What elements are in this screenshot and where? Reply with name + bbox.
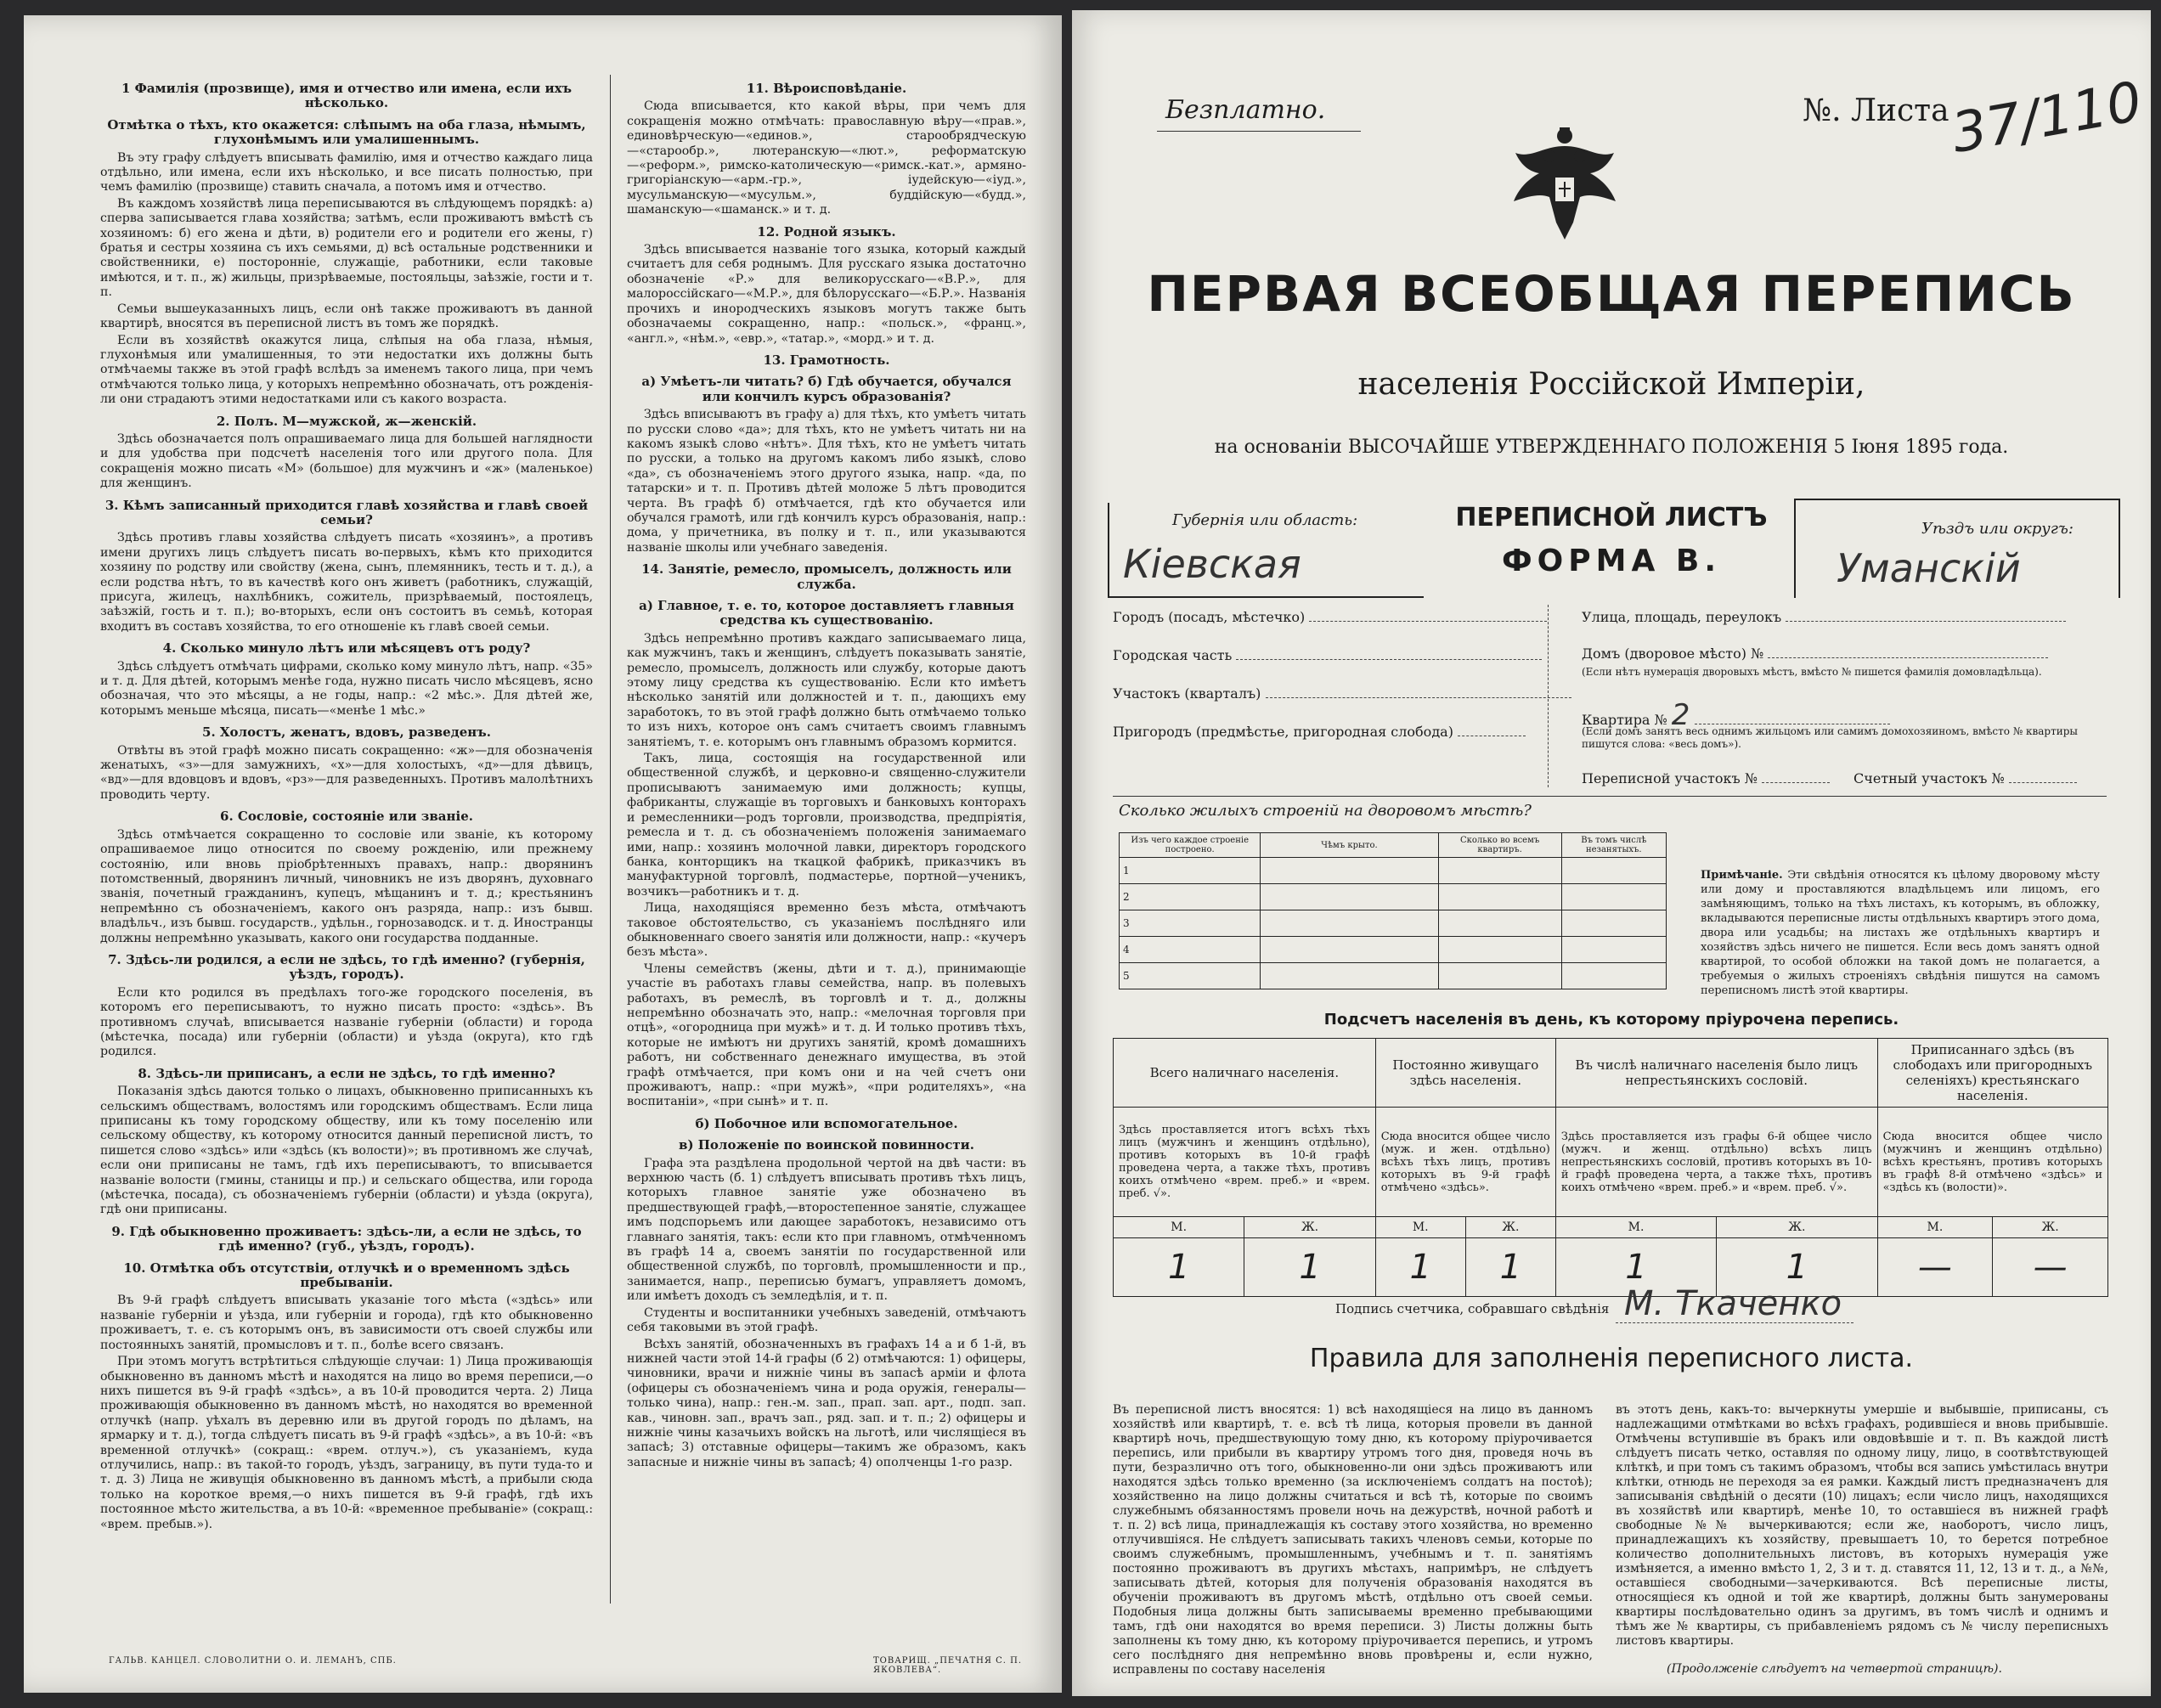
instruction-paragraph: Здѣсь противъ главы хозяйства слѣдуетъ писать «хозяинъ», а противъ имени другихъ лицъ слѣдуетъ писать во-первыхъ, кѣмъ кто приходится хозяину по родству или свойству (жена, сынъ, племянникъ, тесть и т. д.), а если родства нѣтъ, то въ качествѣ кого онъ живетъ (работникъ, служащій, присуга, жилецъ, нахлѣбникъ, сожитель, призрѣваемый, постоялецъ, заѣзжій, гость и т. п.); во-вторыхъ, если онъ состоитъ въ семьѣ, которая входитъ въ составъ хозяйства, то его отношеніе къ главѣ своей семьи. xyxy=(100,531,593,634)
instruction-heading: 4. Сколько минуло лѣтъ или мѣсяцевъ отъ роду? xyxy=(162,640,531,657)
building-cell xyxy=(1261,910,1438,937)
building-cell xyxy=(1438,858,1561,884)
population-tally-table xyxy=(1113,1038,2108,1297)
building-cell xyxy=(1261,884,1438,910)
building-cell xyxy=(1438,937,1561,963)
building-cell xyxy=(1261,963,1438,989)
instruction-paragraph: Въ каждомъ хозяйствѣ лица переписываются въ слѣдующемъ порядкѣ: а) сперва записывается глава хозяйства; затѣмъ, если проживаютъ вмѣстѣ съ хозяиномъ: б) его жена и дѣти, в) родители его и родители его жены, г) братья и сестры хозяина съ ихъ семьями, д) всѣ остальные родственники и свойственники, е) посторонніе, служащіе, работники, если таковые имѣются, и т. п., ж) жильцы, призрѣваемые, постояльцы, заѣзжіе, гости и т. п. xyxy=(100,196,593,300)
instruction-heading: 13. Грамотность. xyxy=(763,352,890,368)
rules-continuation: (Продолженіе слѣдуетъ на четвертой страницѣ). xyxy=(1667,1662,2002,1676)
signature-line xyxy=(1616,1322,1853,1323)
building-row-number: 1 xyxy=(1120,858,1261,884)
tally-description: Здѣсь проставляется изъ графы 6-й общее число (мужч. и женщ. отдѣльно) всѣхъ лицъ непрестьянскихъ сословій, противъ которыхъ въ 10-й графѣ проведена черта, а также тѣхъ, противъ коихъ отмѣчено «врем. преб.» и «врем. преб. √». xyxy=(1555,1108,1877,1217)
building-row xyxy=(1120,884,1667,910)
apartment-handwritten: 2 xyxy=(1671,698,1690,732)
instruction-paragraph: Семьи вышеуказанныхъ лицъ, если онѣ также проживаютъ въ данной квартирѣ, вносятся въ переписной листъ въ томъ же порядкѣ. xyxy=(100,302,593,331)
tally-value-handwritten: 1 xyxy=(1717,1238,1877,1297)
instruction-paragraph: Здѣсь вписывается названіе того языка, который каждый считаетъ для себя роднымъ. Для русскаго языка достаточно обозначеніе «Р.» для великорусскаго—«В.Р.», для малороссійскаго—«М.Р.», для бѣлорусскаго—«Б.Р.». Названія прочихъ и инородческихъ языковъ могутъ также быть обозначаемы сокращенно, напр.: «польск.», «франц.», «англ.», «нѣм.», «евр.», «татар.», «морд.» и т. д. xyxy=(627,243,1026,346)
field-house-note: (Если нѣтъ нумерація дворовыхъ мѣстъ, вмѣсто № пишется фамилія домовладѣльца). xyxy=(1582,666,2042,678)
instruction-paragraph: Въ 9-й графѣ слѣдуетъ вписывать указаніе того мѣста («здѣсь» или названіе губерніи и уѣзда, или губерніи и города), гдѣ кто обыкновенно проживаетъ, т. е. съ которымъ онъ, въ зависимости отъ своей службы или постоянныхъ занятій, промысловъ и т. п., болѣе всего связанъ. xyxy=(100,1294,593,1352)
instruction-heading: 12. Родной языкъ. xyxy=(757,223,896,240)
building-cell xyxy=(1438,884,1561,910)
tally-male-header: М. xyxy=(1877,1217,1993,1238)
instruction-paragraph: Члены семействъ (жены, дѣти и т. д.), принимающіе участіе въ работахъ главы семейства, напр. въ полевыхъ работахъ, въ ремеслѣ, въ торговлѣ и т. д., должны непремѣнно обозначать это, напр.: «мелочная торговля при отцѣ», «огородница при мужѣ» и т. д. И только противъ тѣхъ, которые не имѣютъ ни другихъ занятій, кромѣ домашнихъ работъ, ни собственнаго денежнаго имущества, въ этой графѣ отмѣчается, при комъ они и на чей счетъ они проживаютъ, напр.: «при мужѣ», «при родителяхъ», «на воспитаніи», «при сынѣ» и т. п. xyxy=(627,961,1026,1109)
instruction-heading: 1 Фамилія (прозвище), имя и отчество или имена, если ихъ нѣсколько. xyxy=(121,81,573,111)
instruction-paragraph: Здѣсь обозначается полъ опрашиваемаго лица для большей наглядности и для удобства при подсчетѣ населенія того или другого пола. Для сокращенія можно писать «М» (большое) для мужчинъ и «ж» (маленькое) для женщинъ. xyxy=(100,431,593,491)
building-row xyxy=(1120,858,1667,884)
field-street: Улица, площадь, переулокъ xyxy=(1582,609,2066,625)
instruction-heading: 6. Сословіе, состояніе или званіе. xyxy=(220,809,473,825)
sheet-number-handwritten: 37/110 xyxy=(1947,70,2147,166)
building-cell xyxy=(1561,937,1666,963)
instruction-paragraph: Въ эту графу слѣдуетъ вписывать фамилію, имя и отчество каждаго лица отдѣльно, или имена, если ихъ нѣсколько, и все писать полностью, при чемъ фамилію (прозвище) ставить сначала, а потомъ имя и отчество. xyxy=(100,150,593,194)
signature-handwritten: М. Ткаченко xyxy=(1624,1284,1842,1323)
printer-footer-right: ТОВАРИЩ. „ПЕЧАТНЯ С. П. ЯКОВЛЕВА“. xyxy=(873,1656,1023,1675)
tally-value-handwritten: — xyxy=(1877,1238,1993,1297)
building-row xyxy=(1120,910,1667,937)
instruction-heading: 10. Отмѣтка объ отсутствіи, отлучкѣ и о временномъ здѣсь пребываніи. xyxy=(123,1260,570,1291)
column-divider xyxy=(610,75,611,1604)
tally-value-handwritten: 1 xyxy=(1114,1238,1244,1297)
bld-header-apartments: Сколько во всемъ квартиръ. xyxy=(1438,833,1561,858)
tally-title: Подсчетъ населенія въ день, къ которому пріурочена перепись. xyxy=(1323,1011,1899,1029)
note-text: Эти свѣдѣнія относятся къ цѣлому дворовому мѣсту или дому и проставляются владѣльцемъ или лицомъ, его замѣняющимъ, только на тѣхъ листахъ, къ которымъ, въ обложку, вкладываются переписные листы отдѣльныхъ квартиръ этого дома, двора или усадьбы; на листахъ же отдѣльныхъ квартиръ и хозяйствъ здѣсь ничего не пишется. Если весь домъ занятъ одной квартирой, то особой обложки на такой домъ не полагается, а требуемыя о жилыхъ строеніяхъ свѣдѣнія пишутся на самомъ переписномъ листѣ этой квартиры. xyxy=(1701,869,2100,997)
instruction-paragraph: Сюда вписывается, кто какой вѣры, при чемъ для сокращенія можно отмѣчать: православную вѣру—«прав.», единовѣрческую—«единов.», старообрядческую—«старообр.», лютеранскую—«лют.», реформатскую—«реформ.», римско-католическую—«римск.-кат.», армяно-григоріанскую—«арм.-гр.», іудейскую—«іуд.», мусульманскую—«мусульм.», буддійскую—«будд.», шаманскую—«шаманск.» и т. д. xyxy=(627,99,1026,217)
free-label: Безплатно. xyxy=(1165,95,1326,125)
building-row xyxy=(1120,963,1667,989)
tally-value-handwritten: — xyxy=(1993,1238,2108,1297)
instruction-paragraph: Если въ хозяйствѣ окажутся лица, слѣпыя на оба глаза, нѣмыя, глухонѣмыя или умалишенныя, то эти недостатки ихъ должны быть отмѣчаемы также въ этой графѣ вслѣдъ за именемъ такого лица, при чемъ отмѣчаются только лица, у которыхъ непремѣнно обозначать, отъ рожденія-ли они страдаютъ этими недостатками или съ какого возраста. xyxy=(100,333,593,407)
form-letter: ФОРМА В. xyxy=(1501,544,1722,578)
signature-label: Подпись счетчика, собравшаго свѣдѣнія xyxy=(1335,1301,1610,1316)
instruction-paragraph: Здѣсь непремѣнно противъ каждаго записываемаго лица, как мужчинъ, такъ и женщинъ, слѣдуетъ показывать занятіе, ремесло, промыселъ, должность или службу, которые даютъ этому лицу средства къ существованію. Если кто имѣетъ нѣсколько занятій или должностей и т. п., дающихъ ему заработокъ, то въ этой графѣ должно быть отмѣчаемо только то изъ нихъ, которое онъ самъ считаетъ своимъ главнымъ занятіемъ, т. е. которымъ онъ главнымъ образомъ кормится. xyxy=(627,631,1026,749)
tally-description: Здѣсь проставляется итогъ всѣхъ тѣхъ лицъ (мужчинъ и женщинъ отдѣльно), противъ которыхъ въ 10-й графѣ проведена черта, а также тѣхъ, противъ коихъ отмѣчено «врем. преб.» и «врем. преб. √». xyxy=(1114,1108,1376,1217)
instruction-paragraph: Здѣсь вписываютъ въ графу а) для тѣхъ, кто умѣетъ читать по русски слово «да»; для тѣхъ, кто не умѣетъ читать ни на какомъ языкѣ слово «нѣтъ». Для тѣхъ, кто не умѣетъ читать по русски, а только на другомъ какомъ либо языкѣ, слово «да», съ обозначеніемъ этого другого языка, напр. «да, по татарски» и т. п. Противъ дѣтей моложе 5 лѣтъ проводится черта. Въ графѣ б) отмѣчается, гдѣ кто обучается или обучался грамотѣ, или гдѣ кончилъ курсъ образованія, напр.: дома, у причетника, въ полку и т. п., или указываются названіе школы или учебнаго заведенія. xyxy=(627,408,1026,555)
tally-value-handwritten: 1 xyxy=(1555,1238,1716,1297)
tally-header: Всего наличнаго населенія. xyxy=(1114,1039,1376,1108)
building-cell xyxy=(1261,937,1438,963)
tally-female-header: Ж. xyxy=(1993,1217,2108,1238)
note-title: Примѣчаніе. xyxy=(1701,869,1783,882)
instructions-column-1 xyxy=(100,75,593,1629)
legal-basis: на основаніи ВЫСОЧАЙШЕ УТВЕРЖДЕННАГО ПОЛОЖЕНІЯ 5 Іюня 1895 года. xyxy=(1214,437,2009,458)
province-handwritten: Кіевская xyxy=(1123,541,1301,587)
tally-description: Сюда вносится общее число (муж. и жен. отдѣльно) всѣхъ тѣхъ лицъ, противъ которыхъ въ 9-й графѣ отмѣчено «здѣсь». xyxy=(1375,1108,1555,1217)
tally-male-header: М. xyxy=(1114,1217,1244,1238)
instruction-paragraph: Студенты и воспитанники учебныхъ заведеній, отмѣчаютъ себя таковыми въ этой графѣ. xyxy=(627,1305,1026,1335)
form-title: ПЕРЕПИСНОЙ ЛИСТЪ xyxy=(1455,503,1768,533)
building-row-number: 2 xyxy=(1120,884,1261,910)
tally-female-header: Ж. xyxy=(1465,1217,1555,1238)
field-house: Домъ (дворовое мѣсто) № xyxy=(1582,645,2048,662)
building-cell xyxy=(1438,963,1561,989)
instruction-paragraph: Отвѣты въ этой графѣ можно писать сокращенно: «ж»—для обозначенія женатыхъ, «з»—для замужнихъ, «х»—для холостыхъ, «д»—для дѣвицъ, «вд»—для вдовцовъ и вдовъ, «рз»—для разведенныхъ. Противъ малолѣтнихъ проводить черту. xyxy=(100,743,593,802)
instruction-heading: 2. Полъ. М—мужской, ж—женскій. xyxy=(216,413,477,429)
buildings-table xyxy=(1119,832,1667,989)
province-label: Губернія или область: xyxy=(1172,511,1358,529)
double-headed-eagle-icon xyxy=(1505,121,1624,248)
tally-description: Сюда вносится общее число (мужчинъ и женщинъ отдѣльно) всѣхъ крестьянъ, противъ которыхъ въ графѣ 8-й отмѣчено «здѣсь» и «здѣсь къ (волости)». xyxy=(1877,1108,2107,1217)
instruction-heading: 9. Гдѣ обыкновенно проживаетъ: здѣсь-ли, а если не здѣсь, то гдѣ именно? (губ., уѣздъ, городъ). xyxy=(111,1223,582,1254)
rules-title: Правила для заполненія переписного листа. xyxy=(1309,1344,1914,1373)
free-underline xyxy=(1157,131,1361,132)
page-subtitle: населенія Россійской Имперіи, xyxy=(1357,367,1865,402)
instruction-heading: 5. Холостъ, женатъ, вдовъ, разведенъ. xyxy=(202,724,491,741)
right-page xyxy=(1072,10,2151,1696)
district-handwritten: Уманскій xyxy=(1837,545,2021,591)
bld-header-vacant: Въ томъ числѣ незанятыхъ. xyxy=(1561,833,1666,858)
field-census-section: Переписной участокъ № xyxy=(1582,770,1830,786)
instruction-heading: 8. Здѣсь-ли приписанъ, а если не здѣсь, то гдѣ именно? xyxy=(138,1065,556,1081)
rules-column-2: въ этотъ день, какъ-то: вычеркнуты умершіе и выбывшіе, приписаны, съ надлежащими отмѣтками во всѣхъ графахъ, родившіеся и вновь прибывшіе. Отмѣчены вступившіе въ бракъ или овдовѣвшіе и т. п. Въ каждой листѣ слѣдуетъ писать четко, оставляя по одному лицу, лицо, в соотвѣтствующей клѣткѣ, и при томъ съ такимъ образомъ, чтобы вся запись умѣстилась внутри клѣтки, отнюдь не переходя за ея рамки. Каждый листъ предназначенъ для записыванія свѣдѣній о десяти (10) лицахъ; если число лицъ, находящихся въ хозяйствѣ или квартирѣ, менѣе 10, то оставшіеся въ нижней графѣ свободные №№ вычеркиваются; если же, наоборотъ, число лицъ, принадлежащихъ къ хозяйству, превышаетъ 10, то берется потребное количество дополнительныхъ листовъ, въ которыхъ нумерація уже измѣняется, а именно вмѣсто 1, 2, 3 и т. д. ставятся 11, 12, 13 и т. д., а №№, оставшіеся свободными—зачеркиваются. Всѣ переписные листы, относящіеся къ одной и той же квартирѣ, должны быть занумерованы квартиры послѣдовательно одинъ за другимъ, въ томъ числѣ и однимъ и тѣмъ же № квартиры, съ прибавленіемъ рядомъ съ № числу переписныхъ листовъ квартиры. xyxy=(1616,1403,2108,1648)
instruction-paragraph: Показанія здѣсь даются только о лицахъ, обыкновенно приписанныхъ къ сельскимъ обществамъ, волостямъ или городскимъ обществамъ. Если лица приписаны къ тому городскому обществу, или къ тому поселенію или сельскому обществу, къ которому относится данный переписной листъ, то пишется слово «здѣсь» или «здѣсь (къ волости)»; въ противномъ же случаѣ, если они приписаны не тамъ, гдѣ ихъ переписываютъ, то вписывается названіе волости (гмины, станицы и пр.) и сельскаго общества, или города (мѣстечка, посада), съ обозначеніемъ губерніи (области) и уѣзда (округа), гдѣ они приписаны. xyxy=(100,1085,593,1217)
district-label: Уѣздъ или округъ: xyxy=(1921,520,2074,538)
building-cell xyxy=(1561,884,1666,910)
instruction-paragraph: При этомъ могутъ встрѣтиться слѣдующіе случаи: 1) Лица проживающія обыкновенно въ данномъ мѣстѣ и находятся на лицо во время переписи,—о нихъ пишется въ 9-й графѣ «здѣсь», а въ 10-й проводится черта. 2) Лица проживающія обыкновенно въ данномъ мѣстѣ, но находятся во временной отлучкѣ (напр. уѣхалъ въ деревню или въ другой городъ по дѣламъ, на ярмарку и т. д.), тогда слѣдуетъ писать въ 9-й графѣ «здѣсь», а въ 10-й: «въ временной отлучкѣ» (сокращ.: «врем. отлуч.»), съ указаніемъ, куда отлучились, напр.: въ такой-то городъ, уѣздъ, заграницу, въ пути туда-то и т. д. 3) Лица не живущія обыкновенно въ данномъ мѣстѣ, а прибыли сюда только на короткое время,—о нихъ пишется въ 9-й графѣ, гдѣ ихъ постоянное мѣсто жительства, а въ 10-й: «временное пребываніе» (сокращ.: «врем. пребыв.»). xyxy=(100,1355,593,1531)
building-cell xyxy=(1561,910,1666,937)
instruction-heading: 11. Вѣроисповѣданіе. xyxy=(746,81,907,96)
instructions-column-2 xyxy=(627,75,1026,1629)
section-rule xyxy=(1113,796,2107,797)
building-row-number: 4 xyxy=(1120,937,1261,963)
tally-header: Въ числѣ наличнаго населенія было лицъ непрестьянскихъ сословій. xyxy=(1555,1039,1877,1108)
instruction-paragraph: Здѣсь слѣдуетъ отмѣчать цифрами, сколько кому минуло лѣтъ, напр. «35» и т. д. Для дѣтей, которымъ менѣе года, нужно писать число мѣсяцевъ, ясно обозначая, что это мѣсяцы, а не годы, напр.: «2 мѣс.». Для дѣтей же, которымъ меньше мѣсяца, писать—«менѣе 1 мѣс.» xyxy=(100,659,593,718)
field-apartment: Квартира № 2 xyxy=(1582,698,1890,732)
field-apartment-note: (Если домъ занятъ весь однимъ жильцомъ или самимъ домохозяиномъ, вмѣсто № квартиры пишутся слова: «весь домъ»). xyxy=(1582,725,2078,750)
instruction-heading: 14. Занятіе, ремесло, промыселъ, должность или служба. xyxy=(641,561,1012,592)
rules-column-1: Въ переписной листъ вносятся: 1) всѣ находящіеся на лицо въ данномъ хозяйствѣ или квартирѣ, т. е. всѣ тѣ лица, которыя провели въ данной квартирѣ ночь, предшествующую тому дню, къ которому пріурочивается перепись, или прибыли въ квартиру утромъ того дня, проведя ночь въ пути, безразлично отъ того, обыкновенно-ли они здѣсь проживаютъ или находятся здѣсь только временно (за исключеніемъ солдатъ на постоѣ); хозяйственно на лицо должны считаться и всѣ тѣ, которые по своимъ служебнымъ обязанностямъ провели ночь на дежурствѣ, ночной работѣ и т. п. 2) всѣ лица, принадлежащія къ составу этого хозяйства, но временно отлучившіяся. Не слѣдуетъ записывать такихъ членовъ семьи, которые по своимъ служебнымъ, промышленнымъ, учебнымъ и т. п. занятіямъ постоянно проживаютъ въ другихъ мѣстахъ, напримѣръ, не слѣдуетъ записывать дѣтей, которыя для полученія образованія находятся въ обученіи проживаютъ въ другомъ мѣстѣ, отдѣльно отъ своей семьи. Подобныя лица должны быть записываемы временно пребывающими тамъ, гдѣ они находятся во время переписи. 3) Листы должны быть заполнены къ тому дню, къ которому пріурочивается перепись, и утромъ сего послѣдняго дня непремѣнно вновь провѣрены и, если нужно, исправлены по составу населенія xyxy=(1113,1403,1593,1677)
field-count-section: Счетный участокъ № xyxy=(1853,770,2077,786)
instruction-paragraph: Лица, находящіяся временно безъ мѣста, отмѣчаютъ таковое обстоятельство, съ указаніемъ послѣдняго или обыкновеннаго своего занятія или должности, напр.: «кучеръ безъ мѣста». xyxy=(627,901,1026,960)
instruction-heading: 3. Кѣмъ записанный приходится главѣ хозяйства и главѣ своей семьи? xyxy=(104,497,589,527)
field-quarter: Участокъ (кварталъ) xyxy=(1113,685,1571,702)
building-cell xyxy=(1561,963,1666,989)
instruction-heading: в) Положеніе по воинской повинности. xyxy=(679,1137,974,1153)
building-row-number: 3 xyxy=(1120,910,1261,937)
tally-header: Постоянно живущаго здѣсь населенія. xyxy=(1375,1039,1555,1108)
tally-female-header: Ж. xyxy=(1717,1217,1877,1238)
bld-header-material: Изъ чего каждое строеніе построено. xyxy=(1120,833,1261,858)
field-suburb: Пригородъ (предмѣстье, пригородная слобода) xyxy=(1113,724,1526,740)
sheet-number-label: №. Листа xyxy=(1803,93,1949,128)
tally-header: Приписаннаго здѣсь (въ слободахъ или пригородныхъ селеніяхъ) крестьянскаго населенія. xyxy=(1877,1039,2107,1108)
instruction-heading: а) Умѣетъ-ли читать? б) Гдѣ обучается, обучался или кончилъ курсъ образованія? xyxy=(641,374,1012,404)
instruction-paragraph: Здѣсь отмѣчается сокращенно то сословіе или званіе, къ которому опрашиваемое лицо относится по своему рожденію, или прежнему состоянію, или вновь пріобрѣтенныхъ правахъ, напр.: дворянинъ потомственный, дворянинъ личный, чиновникъ не изъ дворянъ, духовнаго званія, почетный гражданинъ, купецъ, мѣщанинъ и т. д.; крестьянинъ непремѣнно съ обозначеніемъ, какого онъ разряда, напр.: изъ бывш. владѣльч., изъ бывш. государств., удѣльн., горнозаводск. и т. д. Иностранцы должны непремѣнно указывать, какого они государства подданные. xyxy=(100,827,593,945)
tally-value-handwritten: 1 xyxy=(1465,1238,1555,1297)
building-cell xyxy=(1561,858,1666,884)
building-row xyxy=(1120,937,1667,963)
instruction-paragraph: Если кто родился въ предѣлахъ того-же городского поселенія, въ которомъ его переписываютъ, то нужно писать просто: «здѣсь». Въ противномъ случаѣ, вписывается названіе губерніи (области) и города (мѣстечка, посада) или губерніи (области) и уѣзда (округа), кто гдѣ родился. xyxy=(100,985,593,1059)
page-title: ПЕРВАЯ ВСЕОБЩАЯ ПЕРЕПИСЬ xyxy=(1147,265,2076,323)
bld-header-roof: Чѣмъ крыто. xyxy=(1261,833,1438,858)
tally-male-header: М. xyxy=(1555,1217,1716,1238)
instruction-heading: б) Побочное или вспомогательное. xyxy=(695,1115,958,1131)
note-block xyxy=(1701,868,2100,998)
instruction-paragraph: Такъ, лица, состоящія на государственной или общественной службѣ, и церковно-и священно-служители прописываютъ занимаемую ими должность; купцы, фабриканты, служащіе въ торговыхъ и банковыхъ конторахъ и ремесленники—родъ торговли, производства, предпріятія, ремесла и т. д. съ обозначеніемъ положенія занимаемаго ими, напр.: хозяинъ молочной лавки, директоръ городского банка, конторщикъ на ткацкой фабрикѣ, приказчикъ въ мануфактурной торговлѣ, подмастерье, портной—ученикъ, возчикъ—работникъ и т. д. xyxy=(627,752,1026,899)
building-row-number: 5 xyxy=(1120,963,1261,989)
instruction-heading: а) Главное, т. е. то, которое доставляетъ главныя средства къ существованію. xyxy=(639,598,1014,629)
printer-footer-left: ГАЛЬВ. КАНЦЕЛ. СЛОВОЛИТНИ О. И. ЛЕМАНЪ, СПБ. xyxy=(109,1656,397,1666)
instruction-heading: Отмѣтка о тѣхъ, кто окажется: слѣпымъ на оба глаза, нѣмымъ, глухонѣмымъ или умалишеннымъ. xyxy=(107,116,586,148)
left-page xyxy=(24,15,1062,1693)
tally-female-header: Ж. xyxy=(1244,1217,1375,1238)
building-cell xyxy=(1261,858,1438,884)
field-city-part: Городская часть xyxy=(1113,647,1542,663)
buildings-question: Сколько жилыхъ строеній на дворовомъ мѣстѣ? xyxy=(1119,802,1532,820)
tally-value-handwritten: 1 xyxy=(1244,1238,1375,1297)
field-town: Городъ (посадъ, мѣстечко) xyxy=(1113,609,1547,625)
tally-value-handwritten: 1 xyxy=(1375,1238,1465,1297)
field-divider xyxy=(1548,605,1549,787)
instruction-paragraph: Всѣхъ занятій, обозначенныхъ въ графахъ 14 а и б 1-й, въ нижней части этой 14-й графы (б 2) отмѣчаются: 1) офицеры, чиновники, врачи и нижніе чины въ запасѣ арміи и флота (офицеры съ обозначеніемъ чина и рода оружія, генералы—только чина), напр.: ген.-м. зап., прап. зап. арт., подп. зап. кав., чиновн. зап., врачъ зап., ряд. зап. и т. п.; 2) офицеры и нижніе чины казачьихъ войскъ на льготѣ, или числящіеся въ запасѣ; 3) отставные офицеры—такимъ же образомъ, какъ запасные и нижніе чины въ запасѣ; 4) ополченцы 1-го разр. xyxy=(627,1337,1026,1469)
instruction-paragraph: Графа эта раздѣлена продольной чертой на двѣ части: въ верхнюю часть (б. 1) слѣдуетъ вписывать противъ тѣхъ лицъ, которыхъ главное занятіе уже обозначено въ предшествующей графѣ,—второстепенное занятіе, служащее имъ подспорьемъ или дающее заработокъ, независимо отъ главнаго занятія, такъ: если кто при главномъ, отмѣченномъ въ графѣ 14 а, своемъ занятіи по государственной или общественной службѣ, по торговлѣ, промышленности и пр., занимается, напр., переписью бумагъ, управляетъ домомъ, или имѣетъ доходъ съ земледѣлія, и т. п. xyxy=(627,1156,1026,1304)
building-cell xyxy=(1438,910,1561,937)
tally-male-header: М. xyxy=(1375,1217,1465,1238)
instruction-heading: 7. Здѣсь-ли родился, а если не здѣсь, то гдѣ именно? (губернія, уѣздъ, городъ). xyxy=(108,951,585,983)
